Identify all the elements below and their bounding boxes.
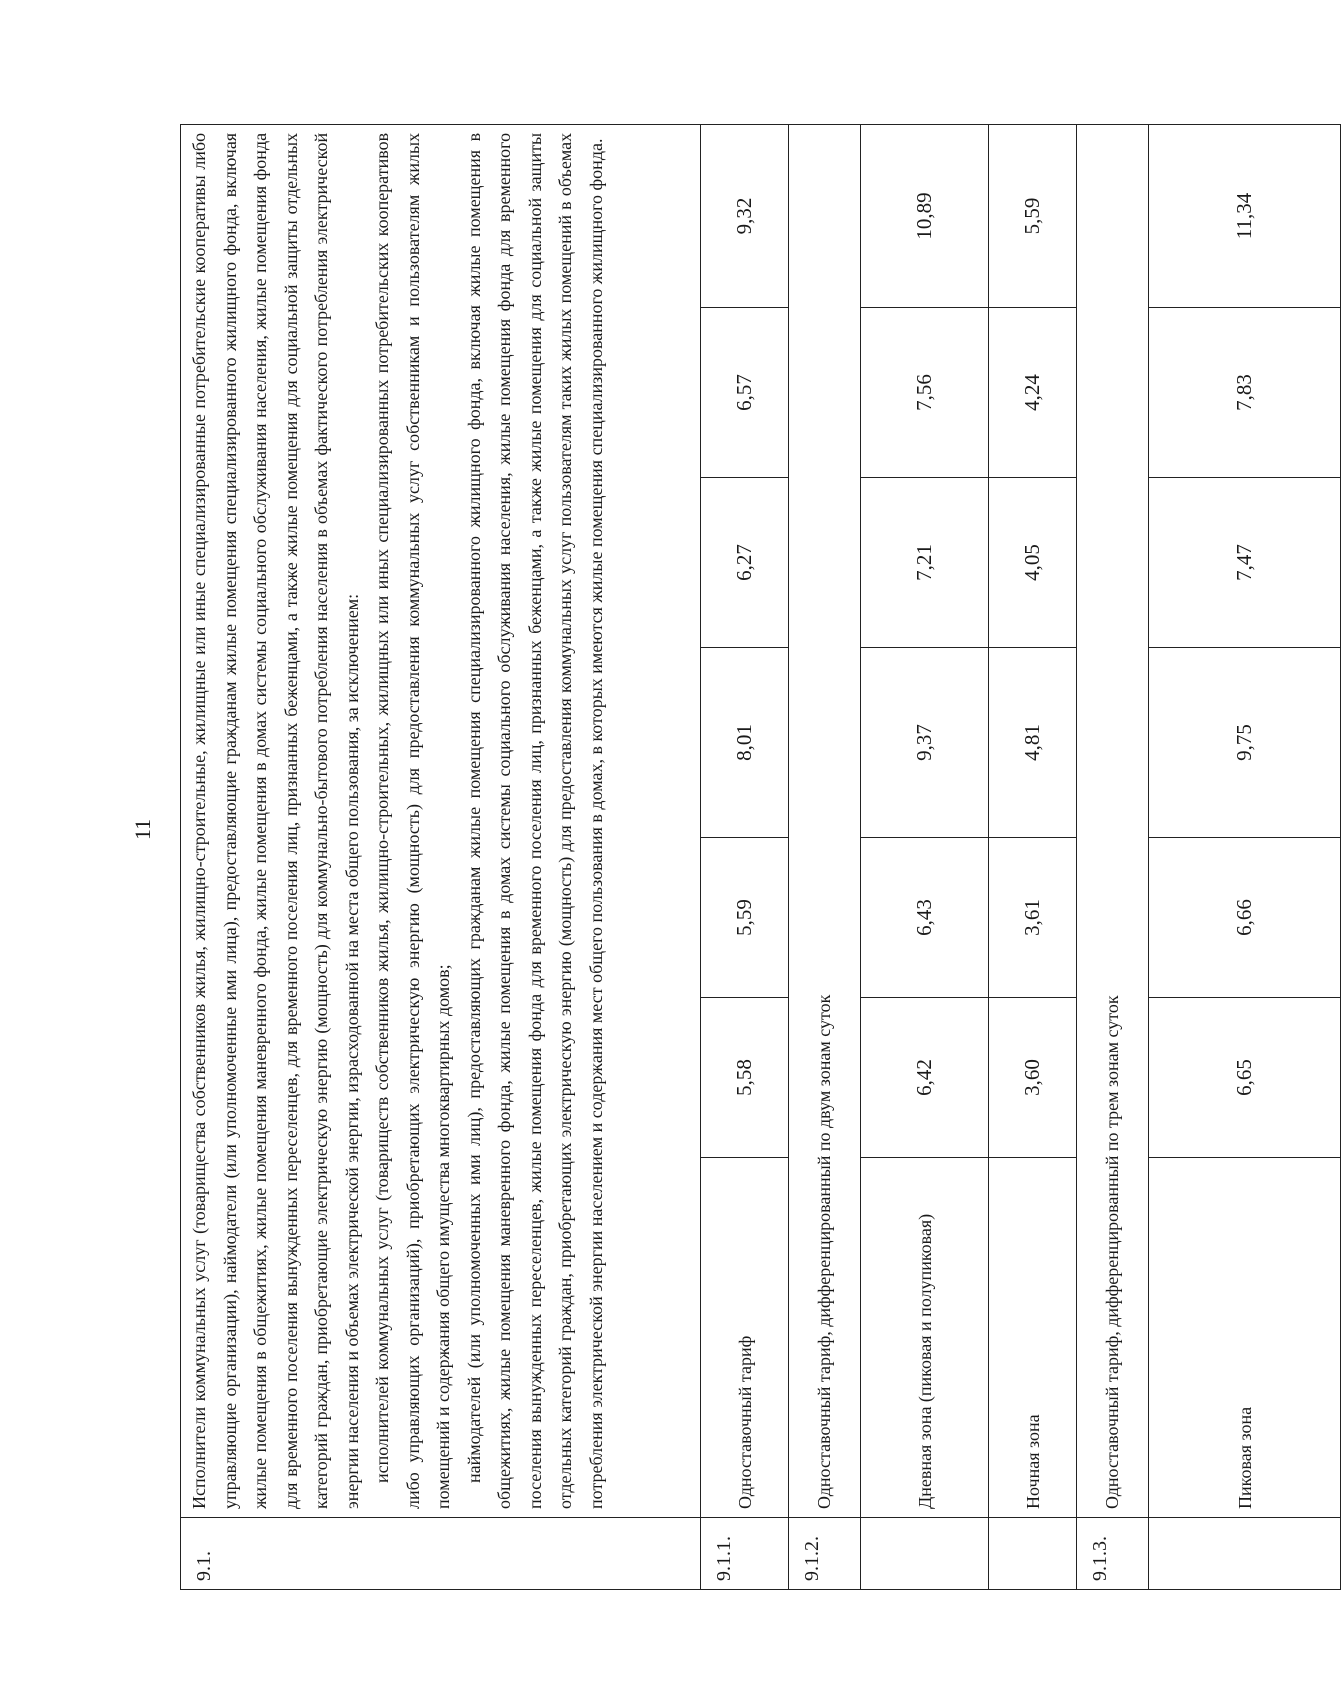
table-row	[1149, 124, 1341, 1589]
row-index	[861, 1518, 989, 1590]
tariff-value: 8,01	[701, 648, 789, 838]
tariff-value: 4,81	[989, 648, 1077, 838]
tariff-value: 6,43	[861, 838, 989, 998]
tariff-value: 5,59	[701, 838, 789, 998]
tariff-value: 7,56	[861, 308, 989, 478]
tariff-value: 5,59	[989, 124, 1077, 307]
row-label: Дневная зона (пиковая и полупиковая)	[861, 1158, 989, 1518]
tariff-value: 4,05	[989, 478, 1077, 648]
page-number: 11	[130, 818, 155, 840]
table-row	[989, 124, 1077, 1589]
table-row	[701, 124, 789, 1589]
row-index	[1149, 1518, 1341, 1590]
tariff-value: 6,42	[861, 998, 989, 1158]
row-index: 9.1.	[181, 1518, 701, 1590]
tariff-value: 10,89	[861, 124, 989, 307]
tariff-value: 4,24	[989, 308, 1077, 478]
tariff-value: 6,57	[701, 308, 789, 478]
rotated-tariff-table	[180, 125, 1340, 1590]
section-paragraph: наймодателей (или уполномоченных ими лиц), предоставляющих гражданам жилые помещения специализированного жилищного фонда, включая жилые помещения в общежитиях, жилые помещения маневренного фонда, жилые помещения в домах системы социального обслуживания населения, жилые помещения фонда для временного поселения вынужденных переселенцев, жилые помещения фонда для временного поселения лиц, признанных беженцами, а также жилые помещения для социальной защиты отдельных категорий граждан, приобретающих электрическую энергию (мощность) для предоставления коммунальных услуг пользователям таких жилых помещений в объемах потребления электрической энергии населением и содержания мест общего пользования в домах, в которых имеются жилые помещения специализированного жилищного фонда.	[463, 132, 606, 1509]
section-row-9-1	[181, 124, 701, 1589]
tariff-value: 9,75	[1149, 648, 1341, 838]
tariff-value: 9,37	[861, 648, 989, 838]
row-index: 9.1.1.	[701, 1518, 789, 1590]
section-paragraph: Исполнители коммунальных услуг (товарищества собственников жилья, жилищно-строительные, жилищные или иные специализированные потребительские кооперативы либо управляющие организации), наймодатели (или уполномоченные ими лица), предоставляющие гражданам жилые помещения специализированного жилищного фонда, включая жилые помещения в общежитиях, жилые помещения маневренного фонда, жилые помещения в домах системы социального обслуживания населения, жилые помещения фонда для временного поселения вынужденных переселенцев, для временного поселения лиц, признанных беженцами, а также жилые помещения для социальной защиты отдельных категорий граждан, приобретающие электрическую энергию (мощность) для коммунально-бытового потребления населения в объемах фактического потребления электрической энергии населения и объемах электрической энергии, израсходованной на места общего пользования, за исключением:	[189, 132, 362, 1509]
table-row	[1077, 124, 1149, 1589]
tariff-value: 5,58	[701, 998, 789, 1158]
row-index: 9.1.3.	[1077, 1518, 1149, 1590]
tariff-value: 6,27	[701, 478, 789, 648]
tariff-value: 6,66	[1149, 838, 1341, 998]
subsection-header: Одноставочный тариф, дифференцированный по двум зонам суток	[789, 124, 861, 1517]
section-description	[181, 124, 701, 1517]
tariff-value: 7,47	[1149, 478, 1341, 648]
tariff-value: 6,65	[1149, 998, 1341, 1158]
tariff-value: 11,34	[1149, 124, 1341, 307]
row-label: Ночная зона	[989, 1158, 1077, 1518]
table-row	[861, 124, 989, 1589]
tariff-value: 7,83	[1149, 308, 1341, 478]
row-label: Одноставочный тариф	[701, 1158, 789, 1518]
tariff-value: 3,61	[989, 838, 1077, 998]
row-label: Пиковая зона	[1149, 1158, 1341, 1518]
tariff-table	[180, 124, 1341, 1590]
tariff-value: 9,32	[701, 124, 789, 307]
row-index: 9.1.2.	[789, 1518, 861, 1590]
tariff-value: 7,21	[861, 478, 989, 648]
tariff-value: 3,60	[989, 998, 1077, 1158]
row-index	[989, 1518, 1077, 1590]
subsection-header: Одноставочный тариф, дифференцированный по трем зонам суток	[1077, 124, 1149, 1517]
section-paragraph: исполнителей коммунальных услуг (товариществ собственников жилья, жилищно-строительных, жилищных или иных специализированных потребительских кооперативов либо управляющих организаций), приобретающих электрическую энергию (мощность) для предоставления коммунальных услуг собственникам и пользователям жилых помещений и содержания общего имущества многоквартирных домов;	[372, 132, 453, 1509]
table-row	[789, 124, 861, 1589]
